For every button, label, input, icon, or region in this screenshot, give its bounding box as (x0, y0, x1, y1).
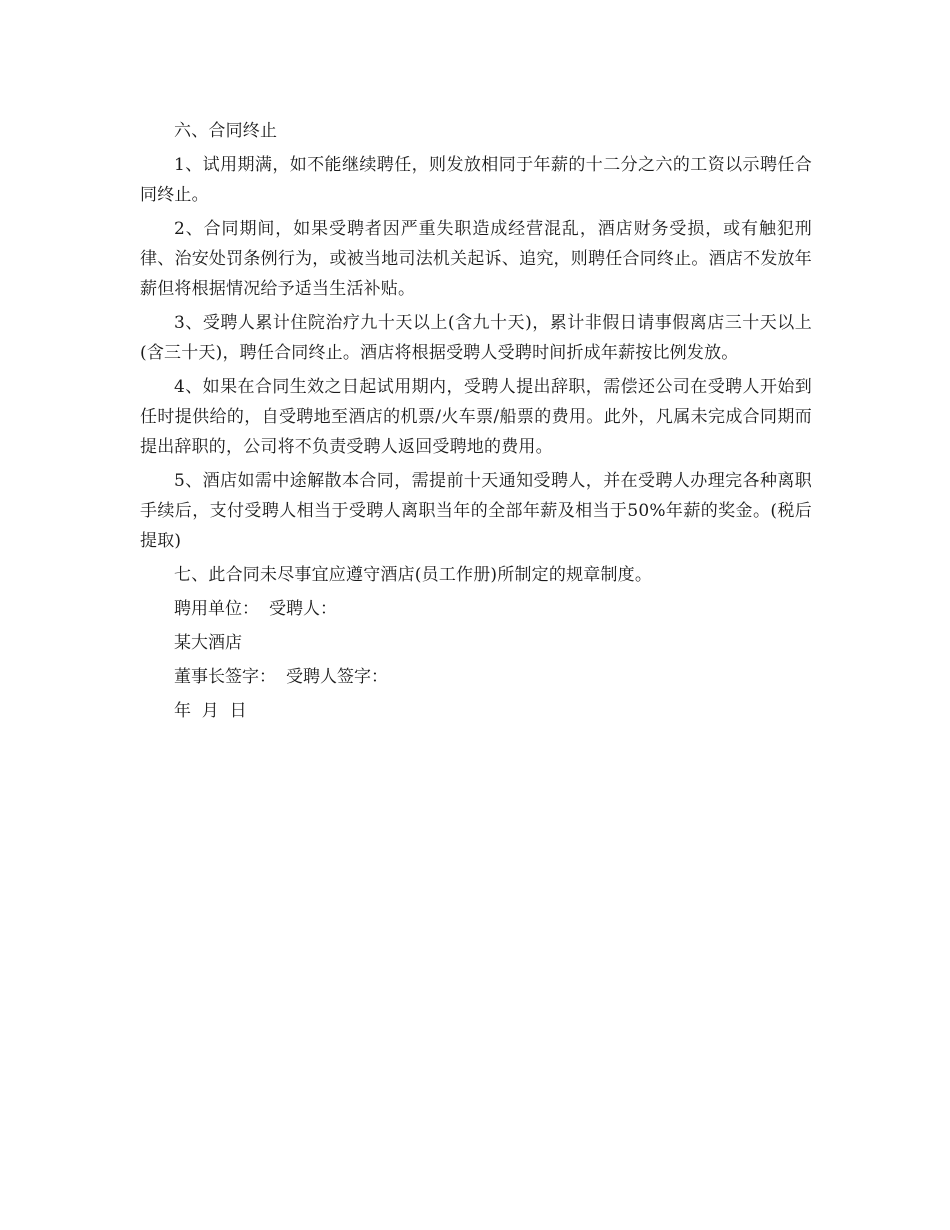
clause-5: 5、酒店如需中途解散本合同，需提前十天通知受聘人，并在受聘人办理完各种离职手续后，支付受聘人相当于受聘人离职当年的全部年薪及相当于50%年薪的奖金。(税后提取) (140, 471, 812, 551)
section-seven: 七、此合同未尽事宜应遵守酒店(员工作册)所制定的规章制度。 (174, 565, 653, 585)
employee-label: 受聘人： (269, 599, 337, 619)
date-line (140, 696, 812, 726)
clause-4: 4、如果在合同生效之日起试用期内，受聘人提出辞职，需偿还公司在受聘人开始到任时提供给的，自受聘地至酒店的机票/火车票/船票的费用。此外，凡属未完成合同期而提出辞职的，公司将不负责受聘人返回受聘地的费用。 (140, 377, 812, 457)
signature-parties-line (140, 594, 812, 624)
signature-sign-line (140, 662, 812, 692)
employer-label: 聘用单位： (174, 599, 259, 619)
chairman-sign-label: 董事长签字： (174, 667, 276, 687)
employee-sign-label: 受聘人签字： (286, 667, 388, 687)
document-body (140, 116, 812, 730)
clause-1: 1、试用期满，如不能继续聘任，则发放相同于年薪的十二分之六的工资以示聘任合同终止。 (140, 155, 812, 205)
employer-name-line (140, 628, 812, 658)
date-label: 年 月 日 (174, 701, 247, 721)
section-six-title: 六、合同终止 (174, 121, 278, 141)
employer-name: 某大酒店 (174, 633, 242, 653)
clause-3: 3、受聘人累计住院治疗九十天以上(含九十天)，累计非假日请事假离店三十天以上(含三十天)，聘任合同终止。酒店将根据受聘人受聘时间折成年薪按比例发放。 (140, 313, 812, 363)
clause-2: 2、合同期间，如果受聘者因严重失职造成经营混乱，酒店财务受损，或有触犯刑律、治安处罚条例行为，或被当地司法机关起诉、追究，则聘任合同终止。酒店不发放年薪但将根据情况给予适当生活补贴。 (140, 219, 812, 299)
